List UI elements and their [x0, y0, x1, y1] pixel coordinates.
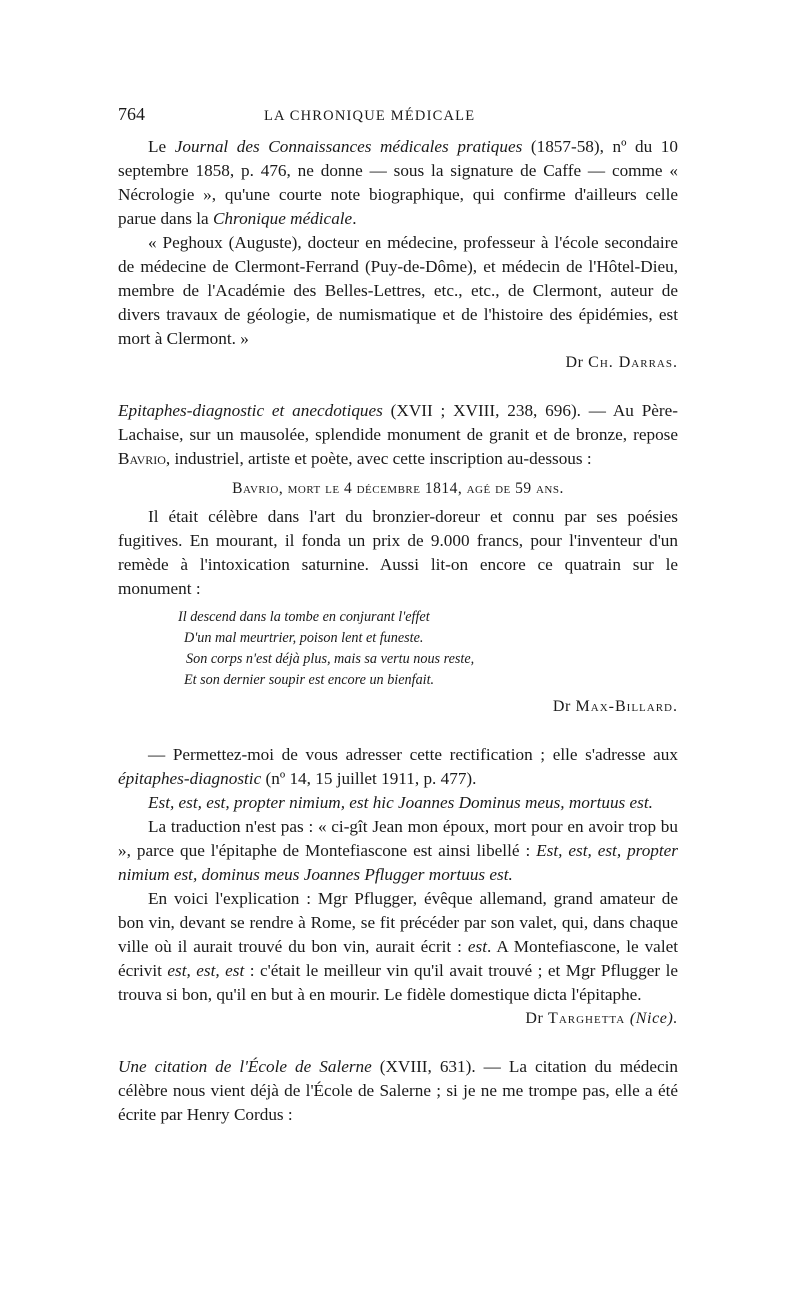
- text-run: . A Montefiascone, le valet écrivit: [118, 937, 678, 980]
- signature-place: (Nice).: [625, 1010, 678, 1027]
- text-italic: est, est, est: [167, 961, 245, 980]
- epitaphes-ref: épitaphes-diagnostic: [118, 769, 262, 788]
- signature-name: Max-Billard.: [575, 698, 678, 715]
- text-run: .: [352, 209, 357, 228]
- text-italic: est: [467, 937, 487, 956]
- paragraph-salerne: [118, 1055, 678, 1127]
- signature-targhetta: [118, 1007, 678, 1031]
- quatrain: [178, 607, 678, 691]
- inscription-text: , mort le 4 décembre 1814, agé de 59 ans.: [278, 480, 564, 497]
- text-run: — Permettez-moi de vous adresser cette rectification ; elle s'adresse aux: [148, 745, 678, 764]
- section-heading: Epitaphes-diagnostic et anecdotiques: [118, 401, 383, 420]
- text-run: Le: [148, 137, 175, 156]
- inscription-name: Bavrio: [232, 480, 279, 497]
- bavrio-name: Bavrio: [118, 449, 166, 468]
- running-title: LA CHRONIQUE MÉDICALE: [264, 108, 476, 124]
- signature-title: Dr: [525, 1010, 549, 1027]
- verse-line: D'un mal meurtrier, poison lent et funeste.: [184, 630, 424, 646]
- paragraph-traduction: [118, 815, 678, 887]
- text-run: : c'était le meilleur vin qu'il avait trouvé ; et Mgr Pflugger le trouva si bon, qu'il en but à en mourir. Le fidèle domestique dicta l'épitaphe.: [118, 961, 678, 1004]
- signature-title: Dr: [565, 354, 589, 371]
- paragraph-peghoux-quote: « Peghoux (Auguste), docteur en médecine, professeur à l'école secondaire de médecine de Clermont-Ferrand (Puy-de-Dôme), et médecin de l'Hôtel-Dieu, membre de l'Académie des Belles-Lettres, etc., etc., de Clermont, auteur de divers travaux de géologie, de numismatique et de l'histoire des épidémies, est mort à Clermont. »: [118, 233, 678, 348]
- verse-line: Il descend dans la tombe en conjurant l'effet: [178, 609, 430, 625]
- verse-line: Et son dernier soupir est encore un bienfait.: [184, 672, 435, 688]
- chronique-title: Chronique médicale: [212, 209, 353, 228]
- signature-max-billard: [118, 695, 678, 719]
- signature-darras: [118, 351, 678, 375]
- signature-name: Targhetta: [548, 1010, 626, 1027]
- text-run: (XVIII, 631). — La citation du médecin célèbre nous vient déjà de l'École de Salerne ; si je ne me trompe pas, elle a été écrite par Henry Cordus :: [118, 1057, 679, 1124]
- text-run: (XVII ; XVIII, 238, 696). — Au Père-Lachaise, sur un mausolée, splendide monument de granit et de bronze, repose: [118, 401, 678, 444]
- signature-title: Dr: [552, 698, 576, 715]
- text-run: La traduction n'est pas : « ci-gît Jean mon époux, mort pour en avoir trop bu », parce que l'épitaphe de Montefiascone est ainsi libellé :: [118, 817, 678, 860]
- paragraph-explication: [118, 887, 678, 1007]
- latin-epitaph-correct: Est, est, est, propter nimium est, dominus meus Joannes Pflugger mortuus est.: [118, 841, 678, 884]
- paragraph-rectification: [118, 743, 678, 791]
- page-header: [118, 104, 678, 130]
- signature-name: Ch. Darras.: [588, 354, 678, 371]
- journal-title: Journal des Connaissances médicales pratiques: [174, 137, 523, 156]
- latin-epitaph: Est, est, est, propter nimium, est hic Joannes Dominus meus, mortuus est.: [148, 793, 653, 812]
- text-run: , industriel, artiste et poète, avec cette inscription au-dessous :: [165, 449, 592, 468]
- paragraph-journal: [118, 135, 678, 231]
- page-number: 764: [118, 104, 145, 124]
- page-body: [118, 135, 678, 1127]
- paragraph-bavrio: Il était célèbre dans l'art du bronzier-doreur et connu par ses poésies fugitives. En mourant, il fonda un prix de 9.000 francs, pour l'inventeur d'un remède à l'intoxication saturnine. Aussi lit-on encore ce quatrain sur le monument :: [118, 507, 678, 598]
- text-run: (nº 14, 15 juillet 1911, p. 477).: [261, 769, 477, 788]
- text-run: En voici l'explication : Mgr Pflugger, évêque allemand, grand amateur de bon vin, devant se rendre à Rome, se fit précéder par son valet, qui, dans chaque ville où il aurait trouvé du bon vin, aurait écrit :: [118, 889, 678, 956]
- verse-line: Son corps n'est déjà plus, mais sa vertu nous reste,: [186, 651, 475, 667]
- section-heading: Une citation de l'École de Salerne: [118, 1057, 372, 1076]
- paragraph-epitaphes: [118, 399, 678, 471]
- text-run: (1857-58), nº du 10 septembre 1858, p. 476, ne donne — sous la signature de Caffe — comme « Nécrologie », qu'une courte note biographique, qui confirme d'ailleurs celle parue dans la: [118, 137, 678, 228]
- inscription: [118, 477, 678, 501]
